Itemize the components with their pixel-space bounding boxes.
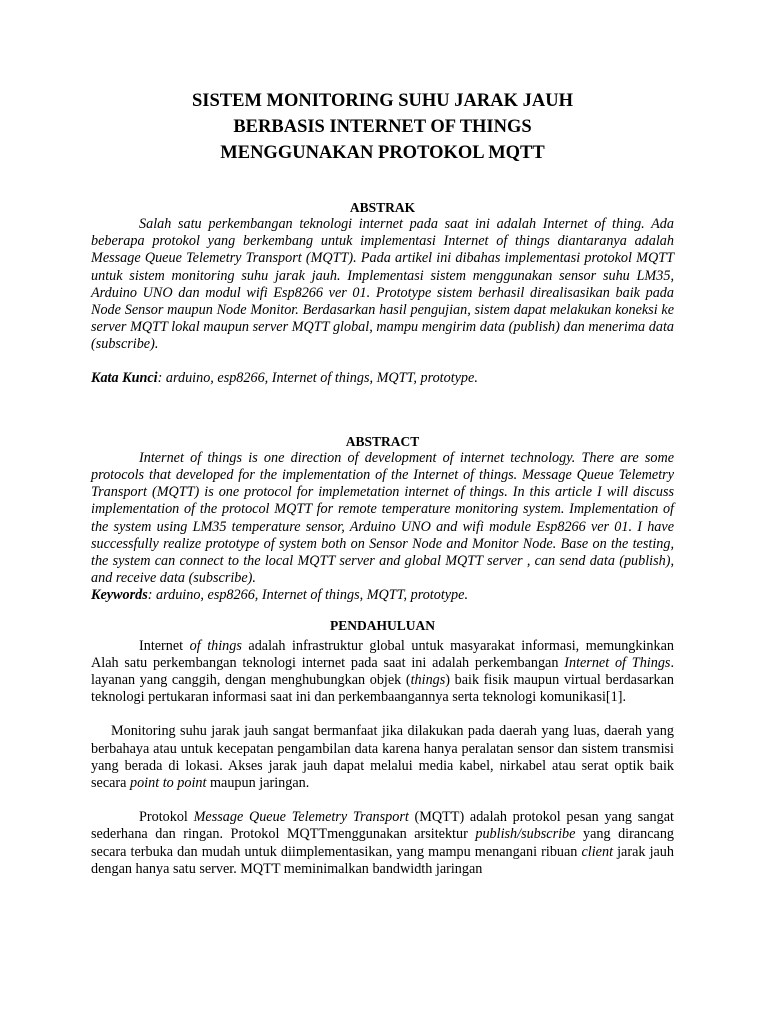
abstrak-heading: ABSTRAK [349,200,416,215]
abstract-keywords-label: Keywords [91,587,148,604]
pendahuluan-heading: PENDAHULUAN [329,617,435,633]
pendahuluan-paragraph-1 [91,638,674,707]
p1-text-g: ) baik fisik maupun virtual berdasarkan teknologi pertukaran informasi saat ini dan perkembaangannya serta teknologi komunikasi[1]. [91,672,675,706]
pendahuluan-paragraph-3 [91,809,674,878]
title-line-3: MENGGUNAKAN PROTOKOL MQTT [220,143,545,163]
abstrak-keywords-text: : arduino, esp8266, Internet of things, MQTT, prototype. [157,369,478,386]
p1-text-e: . layanan yang canggih, dengan menghubungkan objek ( [91,654,674,689]
abstract-keywords [91,587,674,604]
p3-text-g: jarak jauh dengan hanya satu server. MQTT meminimalkan bandwidth jaringan [91,843,674,877]
p2-italic-b: point to point [129,775,207,792]
abstrak-body: Salah satu perkembangan teknologi internet pada saat ini adalah Internet of thing. Ada beberapa protokol yang berkembang untuk implementasi Internet of things diantaranya adalah Message Queue Telemetry Transport (MQTT). Pada artikel ini dibahas implementasi protokol MQTT untuk sistem monitoring suhu jarak jauh. Implementasi sistem menggunakan sensor suhu LM35, Arduino UNO dan modul wifi Esp8266 ver 01. Prototype sistem berhasil direalisasikan baik pada Node Sensor maupun Node Monitor. Berdasarkan hasil pengujian, sistem dapat melakukan koneksi ke server MQTT lokal maupun server MQTT global, mampu mengirim data (publish) dan menerima data (subscribe). [91,216,674,353]
abstrak-keywords-label: Kata Kunci [91,369,158,386]
p2-text-a: Monitoring suhu jarak jauh sangat bermanfaat jika dilakukan pada daerah yang luas, daerah yang berbahaya atau untuk kecepatan pengambilan data karena hanya peralatan sensor dan sistem transmisi yang berada di lokasi. Akses jarak jauh dapat melalui media kabel, nirkabel atau serat optik baik secara [91,723,674,792]
p1-italic-d: Internet of Things [564,654,671,671]
p1-italic-f: things [410,672,446,689]
paper-title [91,88,674,166]
p3-text-c: (MQTT) adalah protokol pesan yang sangat sederhana dan ringan. Protokol MQTTmenggunakan arsitektur [91,809,674,843]
p2-text-c: maupun jaringan. [206,775,310,792]
p3-text-e: yang dirancang secara terbuka dan mudah untuk diimplementasikan, yang mampu menangani ribuan [91,826,675,860]
p3-italic-b: Message Queue Telemetry Transport [193,809,409,826]
p1-italic-b: of things [189,637,242,654]
pendahuluan-paragraph-2 [91,723,674,792]
p3-italic-f: client [581,843,614,860]
abstract-keywords-text: : arduino, esp8266, Internet of things, MQTT, prototype. [147,587,468,604]
abstrak-keywords [91,370,674,387]
p1-text-c: adalah infrastruktur global untuk masyarakat informasi, memungkinkan Alah satu perkembangan teknologi internet pada saat ini adalah perkembangan [91,637,674,671]
p3-text-a: Protokol [139,809,194,826]
p1-text-a: Internet [139,637,190,654]
paper-page [91,88,674,878]
p3-italic-d: publish/subscribe [475,826,576,843]
abstract-heading: ABSTRACT [345,433,420,449]
abstract-body: Internet of things is one direction of development of internet technology. There are some protocols that developed for the implementation of the Internet of things. Message Queue Telemetry Transport (MQTT) is one protocol for implemetation internet of things. In this article I will discuss implementation of the protocol MQTT for remote temperature monitoring system. Implementation of the system using LM35 temperature sensor, Arduino UNO and wifi module Esp8266 ver 01. I have successfully realize prototype of system both on Sensor Node and Monitor Node. Base on the testing, the system can connect to the local MQTT server and global MQTT server , can send data (publish), and receive data (subscribe). [91,449,674,587]
title-line-2: BERBASIS INTERNET OF THINGS [233,117,532,137]
title-line-1: SISTEM MONITORING SUHU JARAK JAUH [191,91,573,111]
